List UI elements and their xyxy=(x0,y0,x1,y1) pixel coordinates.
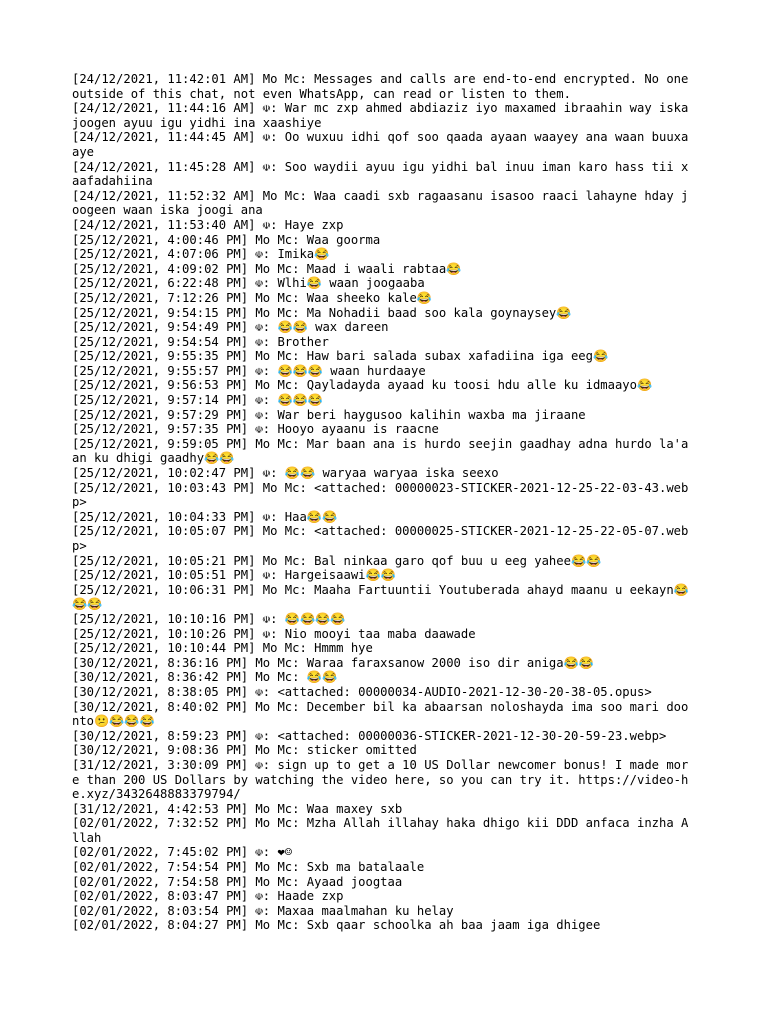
chat-message-line: [25/12/2021, 10:10:26 PM] ☫: Nio mooyi taa maba daawade xyxy=(72,626,476,641)
chat-message-line: [30/12/2021, 8:36:42 PM] Mo Mc: 😂😂 xyxy=(72,670,338,685)
chat-message-line: [25/12/2021, 6:22:48 PM] ☫: Wlhi😂 waan joogaaba xyxy=(72,276,425,291)
chat-message-line: [02/01/2022, 8:03:54 PM] ☫: Maxaa maalmahan ku helay xyxy=(72,903,454,918)
chat-message-line: [31/12/2021, 4:42:53 PM] Mo Mc: Waa maxey sxb xyxy=(72,801,403,816)
chat-message-line: [30/12/2021, 8:36:16 PM] Mo Mc: Waraa faraxsanow 2000 iso dir aniga😂😂 xyxy=(72,655,594,670)
chat-message-line: [25/12/2021, 10:10:16 PM] ☫: 😂😂😂😂 xyxy=(72,611,346,626)
chat-message-line: [25/12/2021, 9:59:05 PM] Mo Mc: Mar baan ana is hurdo seejin gaadhay adna hurdo la'aan ku dhigi gaadhy😂😂 xyxy=(72,436,689,466)
chat-message-line: [24/12/2021, 11:44:45 AM] ☫: Oo wuxuu idhi qof soo qaada ayaan waayey ana waan buuxaaye xyxy=(72,130,689,159)
chat-message-line: [25/12/2021, 10:05:07 PM] Mo Mc: <attached: 00000025-STICKER-2021-12-25-22-05-07.webp> xyxy=(72,524,689,553)
chat-message-line: [25/12/2021, 10:05:51 PM] ☫: Hargeisaawi😂😂 xyxy=(72,568,396,583)
chat-message-line: [24/12/2021, 11:45:28 AM] ☫: Soo waydii ayuu igu yidhi bal inuu iman karo hass tii xaafadahiina xyxy=(72,159,689,189)
chat-message-line: [24/12/2021, 11:44:16 AM] ☫: War mc zxp ahmed abdiaziz iyo maxamed ibraahin way iska joogen ayuu igu yidhi ina xaashiye xyxy=(72,101,696,130)
chat-message-line: [30/12/2021, 8:40:02 PM] Mo Mc: December bil ka abaarsan noloshayda ima soo mari doonto😕😂😂😂 xyxy=(72,699,689,729)
chat-message-line: [31/12/2021, 3:30:09 PM] ☫: sign up to get a 10 US Dollar newcomer bonus! I made more than 200 US Dollars by watching the video here, so you can try it. https://video-he.xyz/3432648883379794/ xyxy=(72,757,689,802)
chat-message-line: [25/12/2021, 4:00:46 PM] Mo Mc: Waa goorma xyxy=(72,232,381,247)
chat-message-line: [25/12/2021, 4:07:06 PM] ☫: Imika😂 xyxy=(72,247,330,262)
chat-message-line: [02/01/2022, 8:04:27 PM] Mo Mc: Sxb qaar schoolka ah baa jaam iga dhigee xyxy=(72,918,601,933)
chat-message-line: [25/12/2021, 10:03:43 PM] Mo Mc: <attached: 00000023-STICKER-2021-12-25-22-03-43.webp> xyxy=(72,480,689,510)
chat-message-line: [25/12/2021, 9:57:35 PM] ☫: Hooyo ayaanu is raacne xyxy=(72,422,439,437)
chat-message-line: [25/12/2021, 9:54:15 PM] Mo Mc: Ma Nohadii baad soo kala goynaysey😂 xyxy=(72,305,572,320)
chat-message-line: [25/12/2021, 9:56:53 PM] Mo Mc: Qayladayda ayaad ku toosi hdu alle ku idmaayo😂 xyxy=(72,378,653,393)
chat-message-line: [25/12/2021, 10:02:47 PM] ☫: 😂😂 waryaa waryaa iska seexo xyxy=(72,466,499,481)
chat-message-line: [02/01/2022, 8:03:47 PM] ☫: Haade zxp xyxy=(72,889,344,904)
chat-export-log xyxy=(72,72,696,933)
chat-message-line: [24/12/2021, 11:53:40 AM] ☫: Haye zxp xyxy=(72,217,344,232)
chat-message-line: [30/12/2021, 8:59:23 PM] ☫: <attached: 00000036-STICKER-2021-12-30-20-59-23.webp> xyxy=(72,728,667,743)
chat-message-line: [02/01/2022, 7:54:58 PM] Mo Mc: Ayaad joogtaa xyxy=(72,874,403,889)
chat-message-line: [25/12/2021, 10:04:33 PM] ☫: Haa😂😂 xyxy=(72,509,338,524)
chat-message-line: [30/12/2021, 8:38:05 PM] ☫: <attached: 00000034-AUDIO-2021-12-30-20-38-05.opus> xyxy=(72,684,652,699)
chat-message-line: [25/12/2021, 7:12:26 PM] Mo Mc: Waa sheeko kale😂 xyxy=(72,290,433,305)
chat-message-line: [24/12/2021, 11:52:32 AM] Mo Mc: Waa caadi sxb ragaasanu isasoo raaci lahayne hday joogeen waan iska joogi ana xyxy=(72,188,689,218)
chat-message-line: [25/12/2021, 10:05:21 PM] Mo Mc: Bal ninkaa garo qof buu u eeg yahee😂😂 xyxy=(72,553,602,568)
chat-message-line: [25/12/2021, 9:57:14 PM] ☫: 😂😂😂 xyxy=(72,393,323,408)
chat-message-line: [30/12/2021, 9:08:36 PM] Mo Mc: sticker omitted xyxy=(72,743,417,758)
chat-message-line: [25/12/2021, 9:55:57 PM] ☫: 😂😂😂 waan hurdaaye xyxy=(72,363,426,378)
chat-message-line: [25/12/2021, 10:06:31 PM] Mo Mc: Maaha Fartuuntii Youtuberada ahayd maanu u eekayn😂😂😂 xyxy=(72,582,689,612)
chat-message-line: [25/12/2021, 4:09:02 PM] Mo Mc: Maad i waali rabtaa😂 xyxy=(72,261,462,276)
chat-message-line: [25/12/2021, 9:55:35 PM] Mo Mc: Haw bari salada subax xafadiina iga eeg😂 xyxy=(72,349,609,364)
chat-message-line: [25/12/2021, 9:57:29 PM] ☫: War beri haygusoo kalihin waxba ma jiraane xyxy=(72,407,586,422)
chat-message-line: [25/12/2021, 9:54:54 PM] ☫: Brother xyxy=(72,334,329,349)
chat-message-line: [24/12/2021, 11:42:01 AM] Mo Mc: Messages and calls are end-to-end encrypted. No one outside of this chat, not even WhatsApp, can read or listen to them. xyxy=(72,72,696,101)
chat-message-line: [25/12/2021, 10:10:44 PM] Mo Mc: Hmmm hye xyxy=(72,641,373,656)
chat-message-line: [02/01/2022, 7:32:52 PM] Mo Mc: Mzha Allah illahay haka dhigo kii DDD anfaca inzha Allah xyxy=(72,816,689,845)
chat-message-line: [25/12/2021, 9:54:49 PM] ☫: 😂😂 wax dareen xyxy=(72,320,389,335)
chat-message-line: [02/01/2022, 7:45:02 PM] ☫: ❤☺ xyxy=(72,845,293,860)
chat-message-line: [02/01/2022, 7:54:54 PM] Mo Mc: Sxb ma batalaale xyxy=(72,860,425,875)
